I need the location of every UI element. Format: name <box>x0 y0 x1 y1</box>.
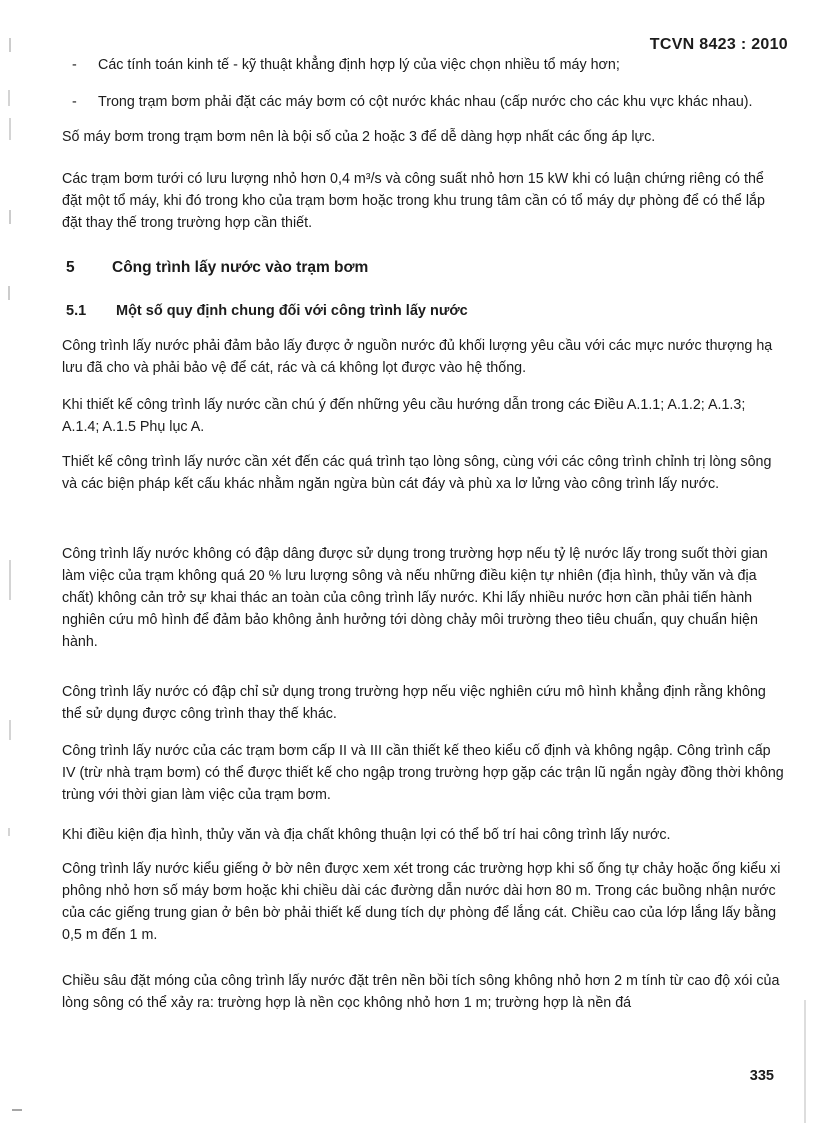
section-number: 5 <box>66 259 75 276</box>
subsection-title: Một số quy định chung đối với công trình lấy nước <box>116 303 468 319</box>
section-title: Công trình lấy nước vào trạm bơm <box>112 259 369 276</box>
paragraph: Công trình lấy nước của các trạm bơm cấp II và III cần thiết kế theo kiểu cố định và không ngập. Công trình cấp IV (trừ nhà trạm bơm) có thể được thiết kế cho ngập trong trường hợp gặp các trận lũ ngắn ngày đồng thời không trùng với thời gian làm việc của trạm bơm. <box>62 743 784 803</box>
paragraph: Khi điều kiện địa hình, thủy văn và địa chất không thuận lợi có thể bố trí hai công trình lấy nước. <box>62 827 671 843</box>
paragraph: Thiết kế công trình lấy nước cần xét đến các quá trình tạo lòng sông, cùng với các công trình chỉnh trị lòng sông và các biện pháp kết cấu khác nhằm ngăn ngừa bùn cát đáy và phù xa lơ lửng vào công trình lấy nước. <box>62 454 772 492</box>
bullet-marker: - <box>72 94 77 110</box>
subsection-heading <box>66 300 468 322</box>
paragraph: Công trình lấy nước phải đảm bảo lấy được ở nguồn nước đủ khối lượng yêu cầu với các mực nước thượng hạ lưu đã cho và phải bảo vệ để cát, rác và cá không lọt được vào hệ thống. <box>62 338 773 376</box>
bullet-item <box>72 54 784 76</box>
paragraph: Số máy bơm trong trạm bơm nên là bội số của 2 hoặc 3 để dễ dàng hợp nhất các ống áp lực. <box>62 129 656 145</box>
paragraph: Các trạm bơm tưới có lưu lượng nhỏ hơn 0,4 m³/s và công suất nhỏ hơn 15 kW khi có luận chứng riêng có thể đặt một tổ máy, khi đó trong kho của trạm bơm hoặc trong khu trung tâm cần có tổ máy dự phòng để có thể lắp đặt thay thế trong trường hợp cần thiết. <box>62 171 765 231</box>
paragraph: Công trình lấy nước có đập chỉ sử dụng trong trường hợp nếu việc nghiên cứu mô hình khẳng định rằng không thể sử dụng được công trình thay thế khác. <box>62 684 766 722</box>
paragraph: Khi thiết kế công trình lấy nước cần chú ý đến những yêu cầu hướng dẫn trong các Điều A.1.1; A.1.2; A.1.3; A.1.4; A.1.5 Phụ lục A. <box>62 397 746 435</box>
bullet-text: Trong trạm bơm phải đặt các máy bơm có cột nước khác nhau (cấp nước cho các khu vực khác nhau). <box>98 94 753 110</box>
paragraph: Công trình lấy nước kiểu giếng ở bờ nên được xem xét trong các trường hợp khi số ống tự chảy hoặc ống kiểu xi phông nhỏ hơn số máy bơm hoặc khi chiều dài các đường dẫn nước dài hơn 80 m. Trong các buồng nhận nước của các giếng trung gian ở bên bờ phải thiết kế dung tích dự phòng để lắng cát. Chiều cao của lớp lắng lấy bằng 0,5 m đến 1 m. <box>62 861 781 943</box>
bullet-item <box>72 91 784 113</box>
paragraph: Chiều sâu đặt móng của công trình lấy nước đặt trên nền bồi tích sông không nhỏ hơn 2 m tính từ cao độ xói của lòng sông có thể xảy ra: trường hợp là nền cọc không nhỏ hơn 1 m; trường hợp là nền đá <box>62 973 780 1011</box>
bullet-marker: - <box>72 57 77 73</box>
subsection-number: 5.1 <box>66 303 87 319</box>
paragraph: Công trình lấy nước không có đập dâng được sử dụng trong trường hợp nếu tỷ lệ nước lấy trong suốt thời gian làm việc của trạm không quá 20 % lưu lượng sông và nếu những điều kiện tự nhiên (địa hình, thủy văn và địa chất) không cản trở sự khai thác an toàn của công trình lấy nước. Khi lấy nhiều nước hơn cần phải tiến hành nghiên cứu mô hình để đảm bảo không ảnh hưởng tới dòng chảy môi trường theo tiêu chuẩn, quy chuẩn hiện hành. <box>62 546 768 650</box>
standard-code-header: TCVN 8423 : 2010 <box>649 36 788 53</box>
bullet-text: Các tính toán kinh tế - kỹ thuật khẳng định hợp lý của việc chọn nhiều tổ máy hơn; <box>98 57 620 73</box>
section-heading <box>66 257 368 279</box>
page-number: 335 <box>749 1068 774 1084</box>
